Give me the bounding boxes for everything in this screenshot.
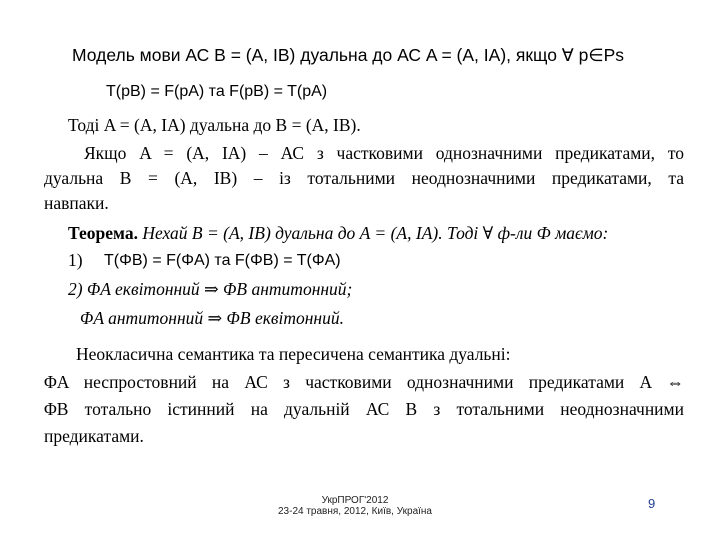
item-2-text-b: ΦA антитонний ⇒ ΦB еквітонний. xyxy=(80,308,344,328)
paragraph-2-text-d: предикатами. xyxy=(44,426,144,446)
item-1-label: 1) xyxy=(68,250,83,270)
item-1-number xyxy=(68,249,83,271)
formula-1-text: T(pB) = F(pA) та F(pB) = T(pA) xyxy=(106,83,328,100)
theorem-label: Теорема. xyxy=(68,223,138,243)
paragraph-2-line-2 xyxy=(44,370,684,395)
paragraph-1-line-1 xyxy=(84,141,684,166)
paragraph-2-line-4 xyxy=(44,424,684,449)
paragraph-1-text-a: Якщо A = (A, IA) – АС з частковими однозначними предикатами, то xyxy=(84,143,684,163)
then-line xyxy=(68,114,361,136)
paragraph-2-line-3 xyxy=(44,397,684,422)
footer-conference xyxy=(255,495,455,517)
paragraph-1-line-3 xyxy=(44,191,684,216)
definition-line xyxy=(72,44,624,66)
formula-2-text: T(ΦB) = F(ΦA) та F(ΦB) = T(ΦA) xyxy=(104,252,341,269)
paragraph-2-line-1 xyxy=(76,343,511,365)
paragraph-1-line-2 xyxy=(44,166,684,191)
page-number: 9 xyxy=(648,496,656,511)
then-text: Тоді A = (A, IA) дуальна до B = (A, IB). xyxy=(68,115,361,135)
paragraph-1-text-b: дуальна B = (A, IB) – із тотальними неоднозначними предикатами, та xyxy=(44,168,684,188)
definition-text: Модель мови АС B = (A, IB) дуальна до АС A = (A, IA), якщо ∀ p∈Ps xyxy=(72,45,625,65)
paragraph-2-text-b: ΦA неспростовний на АС з частковими однозначними предикатами A ⇔ xyxy=(44,372,684,392)
footer-date: 23-24 травня, 2012, Київ, Україна xyxy=(278,506,432,517)
formula-1 xyxy=(106,82,327,102)
paragraph-2-text-a: Неокласична семантика та пересичена семантика дуальні: xyxy=(76,344,511,364)
formula-2 xyxy=(104,251,341,271)
paragraph-2-text-c: ΦB тотально істинний на дуальній АС B з тотальними неоднозначними xyxy=(44,399,684,419)
theorem-text: Нехай B = (A, IB) дуальна до A = (A, IA). Тоді ∀ ф-ли Ф маємо: xyxy=(137,223,609,243)
paragraph-1-text-c: навпаки. xyxy=(44,193,109,213)
theorem-line xyxy=(68,222,608,244)
item-2-line-2 xyxy=(80,307,344,329)
item-2-text: 2) ΦA еквітонний ⇒ ΦB антитонний; xyxy=(68,279,353,299)
item-2-line-1 xyxy=(68,278,352,300)
footer-title: УкрПРОГ'2012 xyxy=(321,495,389,506)
